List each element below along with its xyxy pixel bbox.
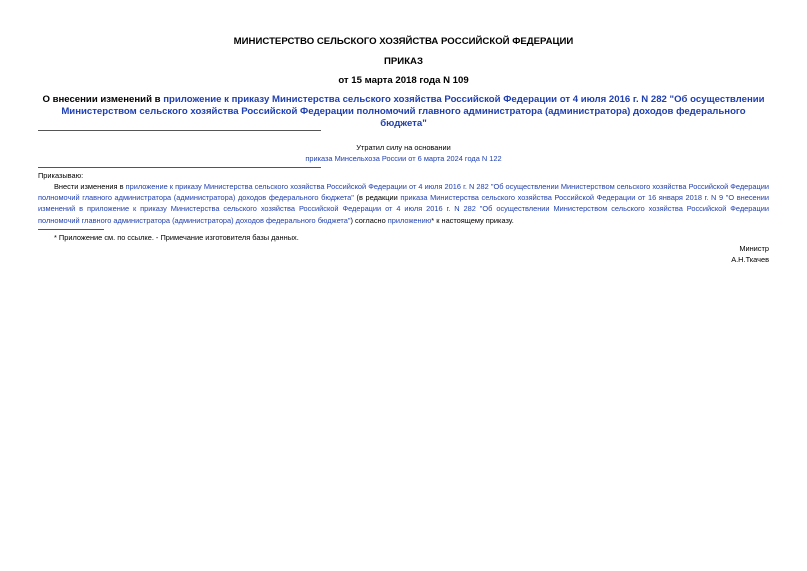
signatory-position: Министр <box>739 244 769 253</box>
order-intro: Приказываю: <box>38 171 84 180</box>
divider-top <box>38 130 321 131</box>
order-title <box>40 94 767 130</box>
body-text-1: Внести изменения в <box>54 182 126 191</box>
footnote: * Приложение см. по ссылке. - Примечание изготовителя базы данных. <box>54 233 299 242</box>
ministry-name: МИНИСТЕРСТВО СЕЛЬСКОГО ХОЗЯЙСТВА РОССИЙСКОЙ ФЕДЕРАЦИИ <box>233 36 574 47</box>
document-type: ПРИКАЗ <box>384 56 423 67</box>
body-link-appendix[interactable]: приложение к приказу Министерства сельского хозяйства Российской Федерации от 4 июля 2016 г. N 282 "Об осуществлении Министерством сельского хозяйства Российской Федерации полномочий главного администратора (администратора) доходов федерального бюджета" <box>38 182 769 203</box>
signatory-name: А.Н.Ткачев <box>731 255 769 264</box>
body-text-3: ) согласно <box>350 215 388 225</box>
footnote-divider <box>38 229 104 230</box>
order-body-paragraph <box>38 181 769 226</box>
body-link-amending-order[interactable]: приказа Министерства сельского хозяйства Российской Федерации от 16 января 2018 г. N 9 "О внесении изменений в приложение к приказу Министерства сельского хозяйства Российской Федерации от 4 июля 2016 г. N 282 "Об осуществлении Министерством сельского хозяйства Российской Федерации полномочий главного администратора (администратора) доходов федерального бюджета" <box>38 193 769 225</box>
order-title-prefix: О внесении изменений в <box>42 94 164 105</box>
body-link-annex[interactable]: приложению <box>387 215 432 225</box>
body-text-4: * к настоящему приказу. <box>431 215 514 225</box>
divider-middle <box>38 167 321 168</box>
order-date-number: от 15 марта 2018 года N 109 <box>338 75 469 86</box>
status-repealed-link[interactable]: приказа Минсельхоза России от 6 марта 2024 года N 122 <box>305 154 502 163</box>
order-title-link[interactable]: приложение к приказу Министерства сельского хозяйства Российской Федерации от 4 июля 2016 г. N 282 "Об осуществлении Министерством сельского хозяйства Российской Федерации полномочий главного администратора (администратора) доходов федерального бюджета" <box>61 94 765 129</box>
body-text-2: (в редакции <box>353 193 401 203</box>
status-repealed-text: Утратил силу на основании <box>356 143 451 152</box>
